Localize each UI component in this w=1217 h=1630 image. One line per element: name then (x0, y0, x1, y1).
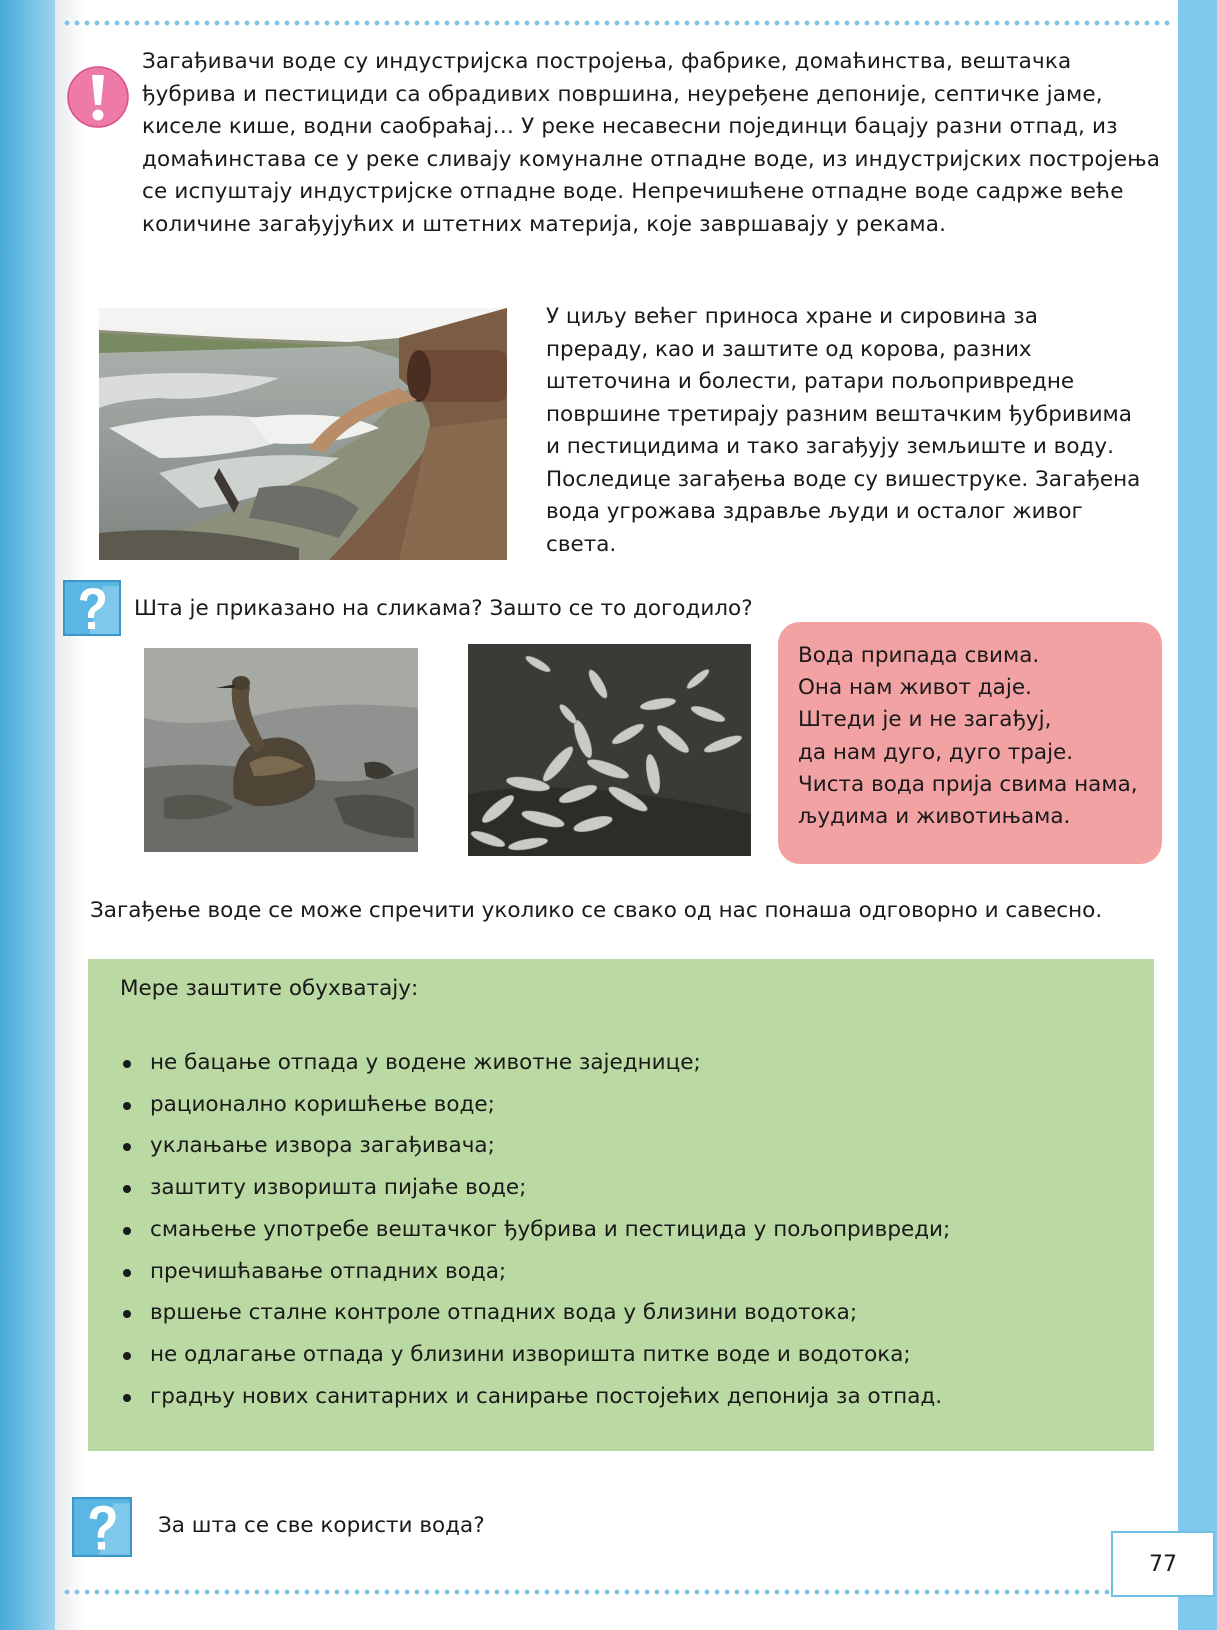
top-dotted-border (62, 20, 1172, 26)
wastewater-outflow-photo (99, 308, 507, 560)
poem-line: Штеди је и не загађуј, (798, 707, 1052, 733)
list-item: градњу нових санитарних и санирање постојећих депонија за отпад. (118, 1376, 950, 1418)
agriculture-paragraph: У циљу већег приноса хране и сировина за прераду, као и заштите од корова, разних штеточина и болести, ратари пољопривредне површине третирају разним вештачким ђубривима и пестицидима и тако загађују земљиште и воду. Последице загађења воде су вишеструке. Загађена вода угрожава здравље људи и осталог живог света. (546, 304, 1141, 557)
page-number (1111, 1531, 1215, 1597)
poem-line: да нам дуго, дуго траје. (798, 739, 1074, 765)
question-mark-icon (63, 580, 121, 636)
measures-list (118, 1042, 950, 1417)
measures-title: Мере заштите обухватају: (120, 976, 419, 1001)
left-margin-shadow (55, 0, 85, 1630)
list-item: заштиту изворишта пијаће воде; (118, 1167, 950, 1209)
list-item: уклањање извора загађивача; (118, 1125, 950, 1167)
list-item: пречишћавање отпадних вода; (118, 1251, 950, 1293)
list-item: рационално коришћење воде; (118, 1084, 950, 1126)
list-item: вршење сталне контроле отпадних вода у близини водотока; (118, 1292, 950, 1334)
question-images: Шта је приказано на сликама? Зашто се то догодило? (134, 596, 753, 621)
intro-paragraph: Загађивачи воде су индустријска постројења, фабрике, домаћинства, вештачка ђубрива и пестициди са обрадивих површина, неуређене депоније, септичке јаме, киселе кише, водни саобраћај… У реке несавесни појединци бацају разни отпад, из домаћинстава се у реке сливају комуналне отпадне воде, из индустријских постројења се испуштају индустријске отпадне воде. Непречишћене отпадне воде садрже веће количине загађујућих и штетних материја, које завршавају у рекама. (142, 49, 1161, 237)
list-item: не одлагање отпада у близини изворишта питке воде и водотока; (118, 1334, 950, 1376)
dead-fish-photo (468, 644, 751, 856)
bottom-dotted-border (62, 1589, 1172, 1595)
protection-measures-box (88, 959, 1154, 1451)
exclamation-icon (66, 65, 130, 129)
prevention-statement: Загађење воде се може спречити уколико се свако од нас понаша одговорно и савесно. (90, 898, 1103, 923)
right-margin-band (1178, 0, 1217, 1630)
poem-box (778, 622, 1162, 864)
left-margin-band (0, 0, 55, 1630)
list-item: не бацање отпада у водене животне заједнице; (118, 1042, 950, 1084)
poem-line: Вода припада свима. (798, 643, 1040, 668)
poem-line: Чиста вода прија свима нама, (798, 771, 1138, 797)
page-number-value: 77 (1149, 1551, 1177, 1577)
oil-covered-bird-photo (144, 648, 418, 852)
poem-line: Она нам живот даје. (798, 675, 1032, 701)
question-mark-icon (72, 1497, 132, 1557)
list-item: смањење употребе вештачког ђубрива и пестицида у пољопривреди; (118, 1209, 950, 1251)
poem-line: људима и животињама. (798, 804, 1071, 830)
question-water-uses: За шта се све користи вода? (158, 1513, 485, 1538)
